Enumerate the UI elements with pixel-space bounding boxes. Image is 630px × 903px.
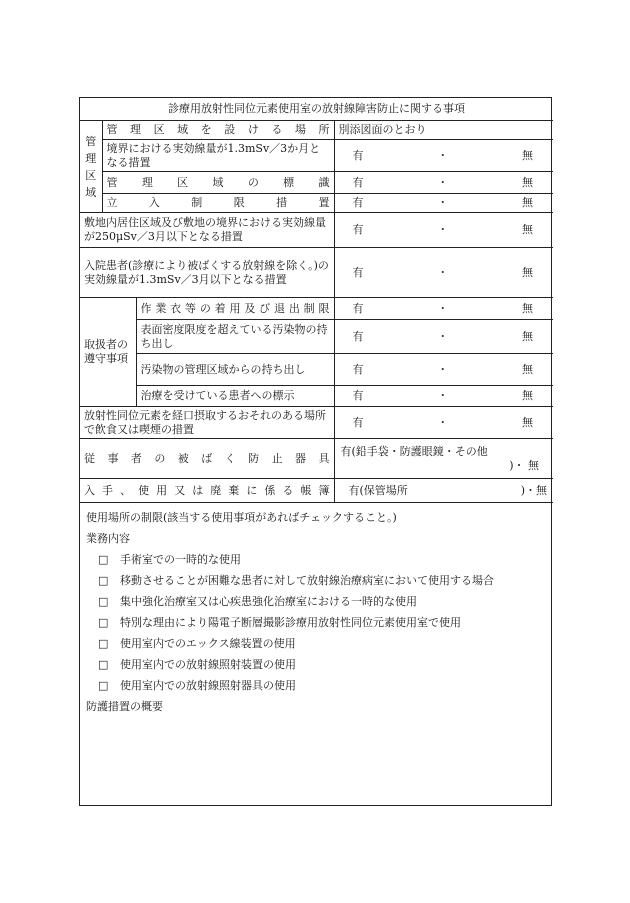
usage-item[interactable]: □ 手術室での一時的な使用: [86, 549, 547, 570]
yes-option[interactable]: 有: [352, 301, 364, 315]
sagyoi-label: 作業衣等の着用及び退出制限: [140, 301, 330, 315]
no-option[interactable]: 無: [522, 196, 533, 209]
checkbox-icon[interactable]: □: [98, 658, 109, 671]
radiation-protection-form: [79, 97, 552, 806]
keiko-answer: 有 ・ 無: [352, 415, 533, 429]
no-option[interactable]: 無: [522, 148, 533, 162]
tachiiri-label: 立入制限措置: [106, 196, 330, 209]
keiko-label: 放射性同位元素を経口摂取するおそれのある場所で飲食又は喫煙の措置: [80, 407, 334, 439]
usage-item[interactable]: □ 集中強化治療室又は心疾患強化治療室における一時的な使用: [86, 591, 547, 612]
no-option[interactable]: 無: [522, 265, 533, 279]
osenbutsu-answer: 有 ・ 無: [352, 362, 533, 376]
yes-option[interactable]: 有: [352, 362, 364, 376]
no-option[interactable]: 無: [522, 175, 533, 189]
no-option[interactable]: 無: [522, 389, 533, 402]
protection-table: [80, 98, 553, 805]
yes-option[interactable]: 有: [352, 223, 364, 236]
hibaku-answer: 有(鉛手袋・防護眼鏡・その他 )・ 無: [334, 439, 553, 479]
usage-item[interactable]: □ 使用室内での放射線照射装置の使用: [86, 654, 547, 675]
checkbox-icon[interactable]: □: [98, 616, 109, 629]
choubo-answer: 有(保管場所 )・無: [348, 483, 547, 497]
hibaku-label: 従事者の被ばく防止器具: [84, 451, 330, 465]
shikichi-label: 敷地内居住区域及び敷地の境界における実効線量が250μSv／3月以下となる措置: [80, 213, 334, 248]
toriatsukai-label: 取扱者の遵守事項: [80, 298, 136, 407]
checkbox-icon[interactable]: □: [98, 553, 109, 566]
hyomen-answer: 有 ・ 無: [352, 329, 533, 343]
hyoshiki-label: 管理区域の標識: [106, 175, 330, 189]
bougo-label: 防護措置の概要: [86, 700, 163, 713]
kanri-kuiki-label: 管 理 区 域: [80, 121, 102, 213]
yes-option[interactable]: 有: [352, 175, 364, 189]
usage-item[interactable]: □ 使用室内での放射線照射器具の使用: [86, 675, 547, 696]
yes-option[interactable]: 有: [352, 389, 364, 402]
nyuin-label: 入院患者(診療により被ばくする放射線を除く。)の実効線量が1.3mSv／3月以下となる措置: [80, 248, 334, 298]
checkbox-icon[interactable]: □: [98, 637, 109, 650]
yes-option[interactable]: 有: [352, 196, 364, 209]
usage-restriction-section: [80, 503, 553, 805]
osenbutsu-label: 汚染物の管理区域からの持ち出し: [136, 354, 334, 386]
usage-item[interactable]: □ 使用室内でのエックス線装置の使用: [86, 633, 547, 654]
gyomu-label: 業務内容: [86, 532, 130, 545]
no-option[interactable]: 無: [522, 223, 533, 236]
tachiiri-answer: 有 ・ 無: [352, 196, 533, 209]
choubo-label: 入手、使用又は廃棄に係る帳簿: [84, 483, 330, 497]
sagyoi-answer: 有 ・ 無: [352, 301, 533, 315]
no-option[interactable]: 無: [522, 362, 533, 376]
usage-header: 使用場所の制限(該当する使用事項があればチェックすること。): [86, 511, 397, 524]
usage-item[interactable]: □ 移動させることが困難な患者に対して放射線治療病室において使用する場合: [86, 570, 547, 591]
chiryo-label: 治療を受けている患者への標示: [136, 386, 334, 407]
basho-value: 別添図面のとおり: [334, 121, 553, 140]
shikichi-answer: 有 ・ 無: [352, 223, 533, 236]
checkbox-icon[interactable]: □: [98, 595, 109, 608]
checkbox-icon[interactable]: □: [98, 574, 109, 587]
form-title: 診療用放射性同位元素使用室の放射線障害防止に関する事項: [80, 98, 553, 121]
kyokai-label: 境界における実効線量が1.3mSv／3か月となる措置: [102, 140, 334, 172]
checkbox-icon[interactable]: □: [98, 679, 109, 692]
kyokai-answer: 有 ・ 無: [352, 148, 533, 162]
basho-label: 管理区域を設ける場所: [106, 123, 330, 136]
yes-option[interactable]: 有: [352, 265, 364, 279]
no-option[interactable]: 無: [522, 329, 533, 343]
yes-option[interactable]: 有: [352, 148, 364, 162]
hyomen-label: 表面密度限度を超えている汚染物の持ち出し: [136, 320, 334, 354]
usage-item[interactable]: □ 特別な理由により陽電子断層撮影診療用放射性同位元素使用室で使用: [86, 612, 547, 633]
hyoshiki-answer: 有 ・ 無: [352, 175, 533, 189]
no-option[interactable]: 無: [522, 415, 533, 429]
yes-option[interactable]: 有: [352, 329, 364, 343]
nyuin-answer: 有 ・ 無: [352, 265, 533, 279]
chiryo-answer: 有 ・ 無: [352, 389, 533, 402]
yes-option[interactable]: 有: [352, 415, 364, 429]
no-option[interactable]: 無: [522, 301, 533, 315]
